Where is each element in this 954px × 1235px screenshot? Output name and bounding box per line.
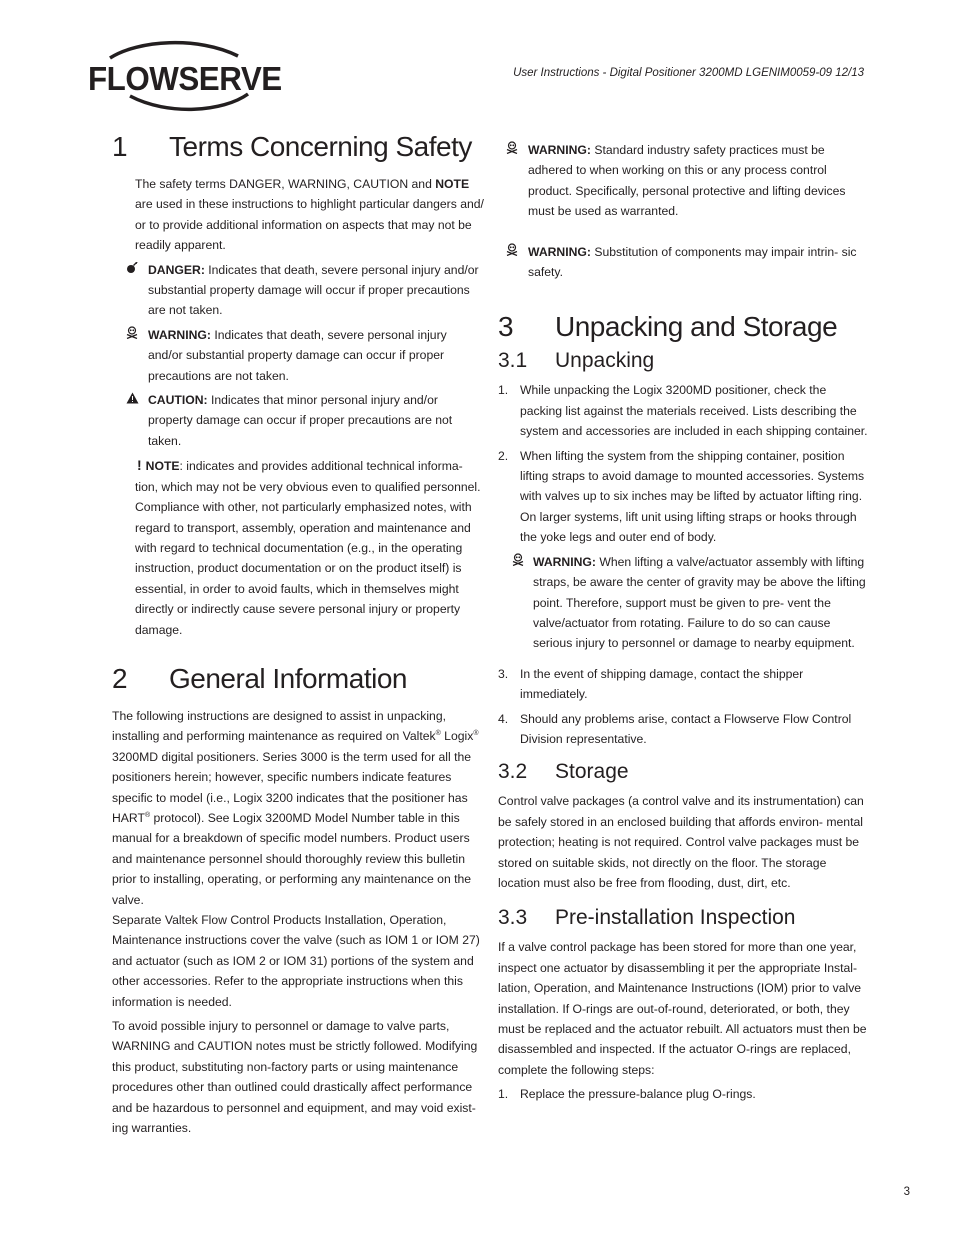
inspection-list <box>498 1084 868 1104</box>
left-column <box>112 130 484 1138</box>
warning-notice-safety-practices <box>498 140 868 222</box>
general-info-paragraph-2: Separate Valtek Flow Control Products Installation, Operation, Maintenance instructions cover the valve (such as IOM 1 or IOM 27) and actuator (such as IOM 2 or IOM 31) portions of the system and other accessories. Refer to the appropriate instructions when this information is needed. <box>112 913 480 1009</box>
caution-body: Indicates that minor personal injury and/or property damage can occur if proper precautions are not taken. <box>148 393 453 448</box>
general-info-paragraph-1 <box>112 706 484 910</box>
unpacking-list-cont <box>498 664 868 750</box>
skull-crossbones-icon <box>512 552 533 654</box>
registered-mark: ® <box>473 730 479 738</box>
caution-notice <box>112 390 484 451</box>
exclamation-icon: ! <box>137 457 142 474</box>
section-title: Terms Concerning Safety <box>169 131 472 162</box>
p1-c: 3200MD digital positioners. Series 3000 is the term used for all the positioners herein; however, specific numbers indicate features specific to model (i.e., Logix 3200 indicates that the positioner has HART <box>112 749 472 825</box>
list-item <box>498 709 868 750</box>
warning-text <box>148 325 484 386</box>
section-number: 1 <box>112 131 128 162</box>
item-text: Replace the pressure-balance plug O-rings. <box>520 1087 756 1102</box>
warning-label: WARNING: <box>533 554 596 569</box>
subsection-title: Pre-installation Inspection <box>555 906 796 930</box>
registered-mark: ® <box>144 811 151 819</box>
section-title: General Information <box>169 662 407 694</box>
section-3-heading <box>498 310 868 344</box>
warning-triangle-icon <box>112 390 148 451</box>
item-text: Should any problems arise, contact a Flowserve Flow Control Division representative. <box>520 711 852 746</box>
p1-b: Logix <box>440 729 474 744</box>
warning-body: Indicates that death, severe personal injury and/or substantial property damage can occur if proper precautions are not taken. <box>148 327 447 383</box>
intro-text-cont: are used in these instructions to highlight particular dangers and/ or to provide additional information on aspects that may not be readily apparent. <box>135 197 484 253</box>
logo-wordmark: FLOWSERVE <box>88 60 282 97</box>
warning-label: WARNING: <box>148 327 211 342</box>
section-2-heading <box>112 662 484 696</box>
warning-notice <box>112 325 484 386</box>
danger-text <box>148 260 484 321</box>
lifting-warning-notice <box>512 552 868 654</box>
unpacking-list <box>498 380 868 547</box>
intro-text: The safety terms DANGER, WARNING, CAUTION and <box>135 177 436 191</box>
page-number: 3 <box>903 1186 910 1198</box>
p1-a: The following instructions are designed to assist in unpacking, installing and performing maintenance as required on Valtek <box>112 708 446 744</box>
subsection-title: Unpacking <box>555 349 655 373</box>
item-text: While unpacking the Logix 3200MD positioner, check the packing list against the materials received. Lists describing the system and accessories are included in each shipping container. <box>520 383 868 439</box>
inspection-paragraph: If a valve control package has been stored for more than one year, inspect one actuator by disassembling it per the appropriate Instal- lation, Operation, and Maintenance Instructions (IOM) prior to valve installation. If O-rings are out-of-round, deteriorated, or both, they must be replaced and the actuator rebuilt. All actuators must then be disassembled and inspected. If the actuator O-rings are replaced, complete the following steps: <box>498 940 867 1077</box>
warning-label: WARNING: <box>528 244 591 259</box>
danger-notice <box>112 260 484 321</box>
warning-body: Standard industry safety practices must be adhered to when working on this or any process control product. Specifically, personal protective and lifting devices must be used as warranted. <box>528 143 846 219</box>
registered-mark: ® <box>435 730 441 738</box>
document-header-title: User Instructions - Digital Positioner 3200MD LGENIM0059-09 12/13 <box>513 67 864 79</box>
storage-paragraph: Control valve packages (a control valve and its instrumentation) can be safely stored in an enclosed building that affords environ- mental protection; heating is not required. Control valve packages must be stored on suitable skids, not directly on the floor. The storage location must also be free from flooding, dust, dirt, etc. <box>498 794 864 890</box>
item-number: 2. <box>498 448 509 463</box>
subsection-3-3-heading <box>498 905 868 931</box>
item-text: In the event of shipping damage, contact the shipper immediately. <box>520 666 804 702</box>
caution-label: CAUTION: <box>148 393 208 408</box>
general-info-paragraph-3: To avoid possible injury to personnel or damage to valve parts, WARNING and CAUTION notes must be strictly followed. Modifying this product, substituting non-factory parts or using maintenance procedures other than outlined could drastically affect performance and be hazardous to personnel and equipment, and may void exist- ing warranties. <box>112 1019 478 1136</box>
flowserve-logo <box>88 38 283 114</box>
list-item <box>498 1084 868 1104</box>
item-text: When lifting the system from the shipping container, position lifting straps to avoid damage to mounted accessories. Systems with valves up to six inches may be lifted by actuator lifting ring. On larger systems, lift unit using lifting straps or hooks through the yoke legs and outer end of body. <box>520 448 865 545</box>
warning-label: WARNING: <box>528 143 591 157</box>
intro-bold: NOTE <box>435 177 470 191</box>
item-number: 3. <box>498 666 509 681</box>
danger-label: DANGER: <box>148 262 205 277</box>
note-body: : indicates and provides additional technical informa- tion, which may not be very obvious even to qualified personnel. Compliance with other, not particularly emphasized notes, with regard to transport, assembly, operation and maintenance and with regard to technical documentation (e.g., in the operating instruction, product documentation or on the product itself) is essential, in order to avoid faults, which in themselves might directly or indirectly cause severe personal injury or property damage. <box>135 459 481 637</box>
danger-body: Indicates that death, severe personal injury and/or substantial property damage will occur if proper precautions are not taken. <box>148 262 479 318</box>
bomb-icon <box>112 260 148 321</box>
warning-notice-intrinsic-safety <box>498 242 868 283</box>
warning-text <box>528 140 868 222</box>
note-label: NOTE <box>145 459 180 474</box>
subsection-3-2-heading <box>498 759 868 785</box>
right-column <box>498 140 868 1109</box>
item-number: 4. <box>498 711 509 726</box>
subsection-number: 3.2 <box>498 760 528 784</box>
subsection-number: 3.1 <box>498 349 528 373</box>
list-item <box>498 664 868 705</box>
warning-body: Substitution of components may impair intrin- sic safety. <box>528 244 857 280</box>
p1-d: protocol). See Logix 3200MD Model Number table in this manual for a breakdown of specific model numbers. Product users and maintenance personnel should thoroughly review this bulletin prior to installing, operating, or performing any maintenance on the valve. <box>112 810 472 907</box>
caution-text <box>148 390 484 451</box>
warning-body: When lifting a valve/actuator assembly with lifting straps, be aware the center of gravity may be above the lifting point. Therefore, support must be given to pre- vent the valve/actuator from rotating. Failure to do so can cause serious injury to personnel or damage to nearby equipment. <box>533 554 866 651</box>
list-item <box>498 380 868 441</box>
warning-text <box>528 242 868 283</box>
list-item <box>498 446 868 548</box>
subsection-title: Storage <box>555 760 629 784</box>
item-number: 1. <box>498 383 509 398</box>
skull-crossbones-icon <box>498 242 528 283</box>
safety-intro <box>112 174 484 256</box>
warning-text <box>533 552 868 654</box>
note-notice <box>112 455 484 640</box>
skull-crossbones-icon <box>112 325 148 386</box>
section-number: 3 <box>498 311 514 343</box>
subsection-number: 3.3 <box>498 906 528 930</box>
skull-crossbones-icon <box>498 140 528 222</box>
section-1-heading <box>112 130 484 164</box>
section-number: 2 <box>112 662 128 694</box>
item-number: 1. <box>498 1087 509 1102</box>
section-title: Unpacking and Storage <box>555 311 838 343</box>
subsection-3-1-heading <box>498 348 868 374</box>
